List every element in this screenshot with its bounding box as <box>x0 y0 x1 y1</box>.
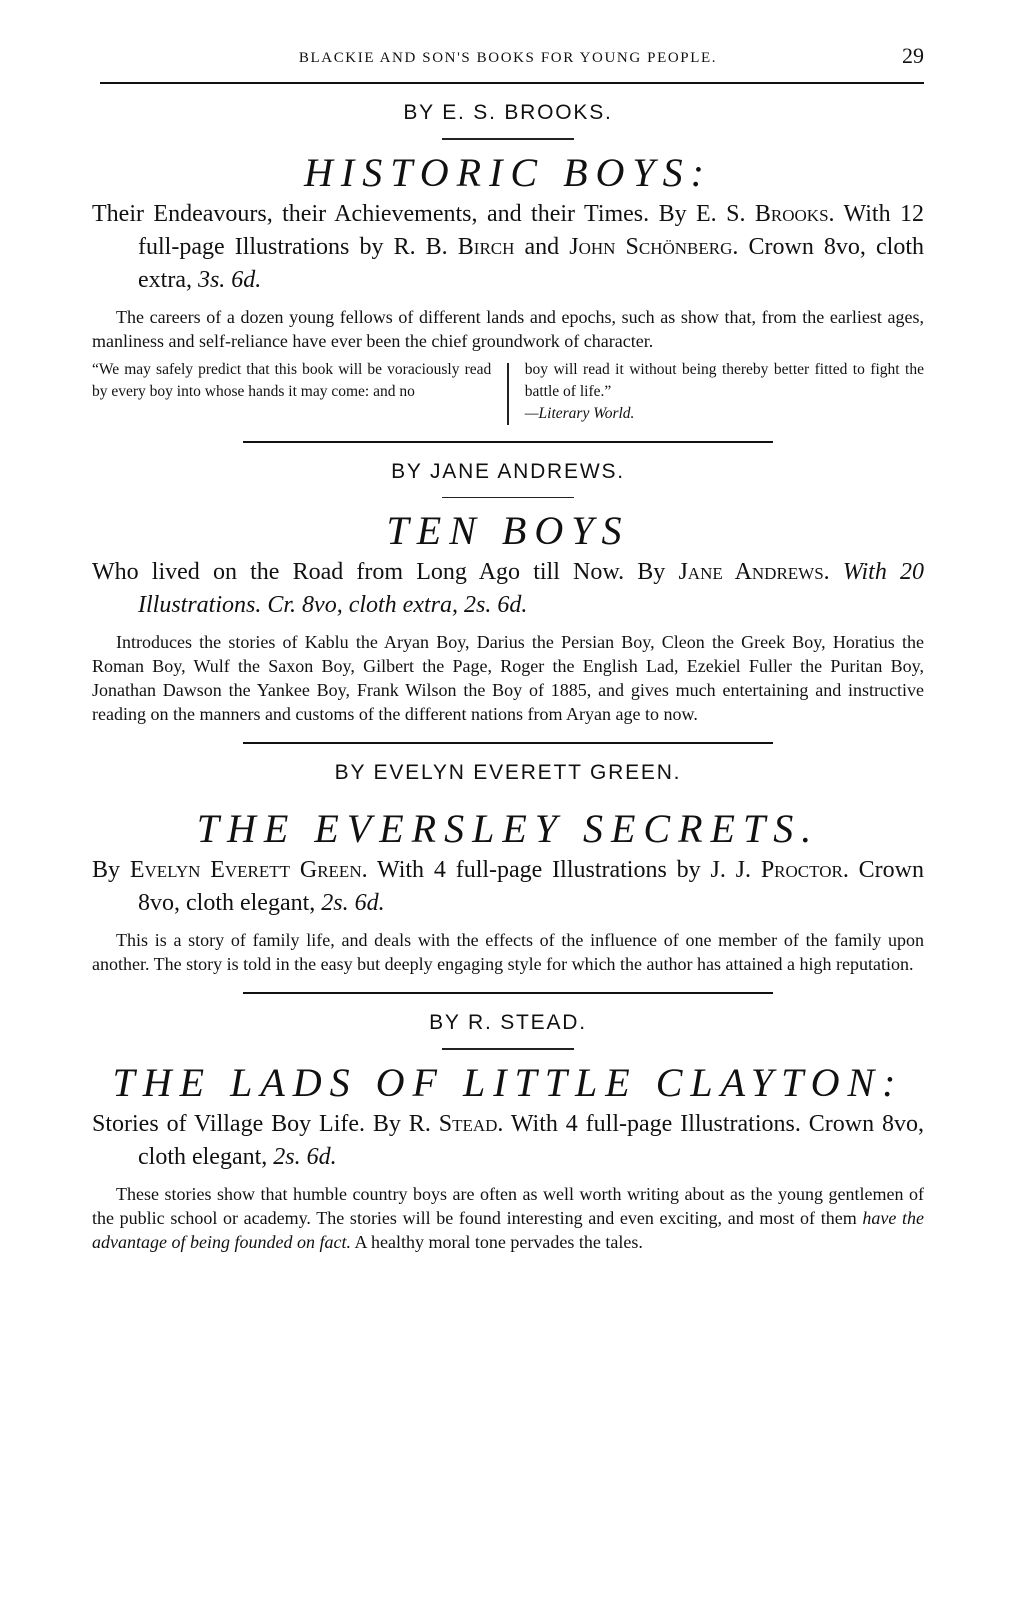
book-blurb: Introduces the stories of Kablu the Aryan Boy, Darius the Persian Boy, Cleon the Greek Boy, Horatius the Roman Boy, Wulf the Saxon Boy, Gilbert the Page, Roger the English Lad, Ezekiel Fuller the Puritan Boy, Jonathan Dawson the Yankee Boy, Frank Wilson the Boy of 1885, and gives much entertaining and instructive reading on the manners and customs of the different nations from Aryan age to now. <box>92 632 924 724</box>
book-entry-eversley-secrets <box>92 760 924 976</box>
book-entry-lads-of-little-clayton <box>92 1010 924 1254</box>
book-blurb: The careers of a dozen young fellows of different lands and epochs, such as show that, from the earliest ages, manliness and self-reliance have ever been the chief groundwork of character. <box>92 306 924 351</box>
page-number: 29 <box>902 43 924 68</box>
short-rule <box>442 497 574 499</box>
book-description: Stories of Village Boy Life. By R. Stead. With 4 full-page Illustrations. Crown 8vo, cloth elegant, 2s. 6d. <box>92 1110 924 1170</box>
author-heading: BY E. S. BROOKS. <box>403 101 613 124</box>
book-title: THE LADS OF LITTLE CLAYTON: <box>112 1059 904 1105</box>
author-heading: BY R. STEAD. <box>429 1011 587 1034</box>
section-rule <box>243 742 773 744</box>
book-entry-historic-boys <box>92 100 924 425</box>
quote-left: “We may safely predict that this book will be voraciously read by every boy into whose hands it may come: and no <box>92 360 492 400</box>
book-title: HISTORIC BOYS: <box>304 149 712 195</box>
book-blurb: These stories show that humble country boys are often as well worth writing about as the young gentlemen of the public school or academy. The stories will be found interesting and even exciting, and most of them have the advantage of being founded on fact. A healthy moral tone pervades the tales. <box>92 1183 925 1252</box>
book-description: By Evelyn Everett Green. With 4 full-page Illustrations by J. J. Proctor. Crown 8vo, cloth elegant, 2s. 6d. <box>92 857 924 916</box>
book-title: TEN BOYS <box>386 508 630 553</box>
quote-divider <box>507 363 509 425</box>
book-description: Their Endeavours, their Achievements, and their Times. By E. S. Brooks. With 12 full-page Illustrations by R. B. Birch and John Schönberg. Crown 8vo, cloth extra, 3s. 6d. <box>92 200 925 293</box>
section-rule <box>243 992 773 994</box>
header-rule <box>100 82 924 84</box>
book-description: Who lived on the Road from Long Ago till Now. By Jane Andrews. With 20 Illustrations. Cr. 8vo, cloth extra, 2s. 6d. <box>92 559 924 618</box>
quote-source: —Literary World. <box>524 404 635 422</box>
review-quote <box>92 359 924 425</box>
quote-right: boy will read it without being thereby better fitted to fight the battle of life.” —Literary World. <box>524 360 924 422</box>
running-head <box>92 40 924 76</box>
book-blurb: This is a story of family life, and deals with the effects of the influence of one member of the family upon another. The story is told in the easy but deeply engaging style for which the author has attained a high reputation. <box>92 930 924 974</box>
book-title: THE EVERSLEY SECRETS. <box>196 806 820 851</box>
short-rule <box>442 1048 574 1050</box>
book-entry-ten-boys <box>92 459 924 727</box>
section-rule <box>243 441 773 443</box>
author-heading: BY JANE ANDREWS. <box>391 459 625 483</box>
running-title: BLACKIE AND SON'S BOOKS FOR YOUNG PEOPLE. <box>298 50 718 66</box>
author-heading: BY EVELYN EVERETT GREEN. <box>334 761 682 784</box>
short-rule <box>442 138 574 140</box>
